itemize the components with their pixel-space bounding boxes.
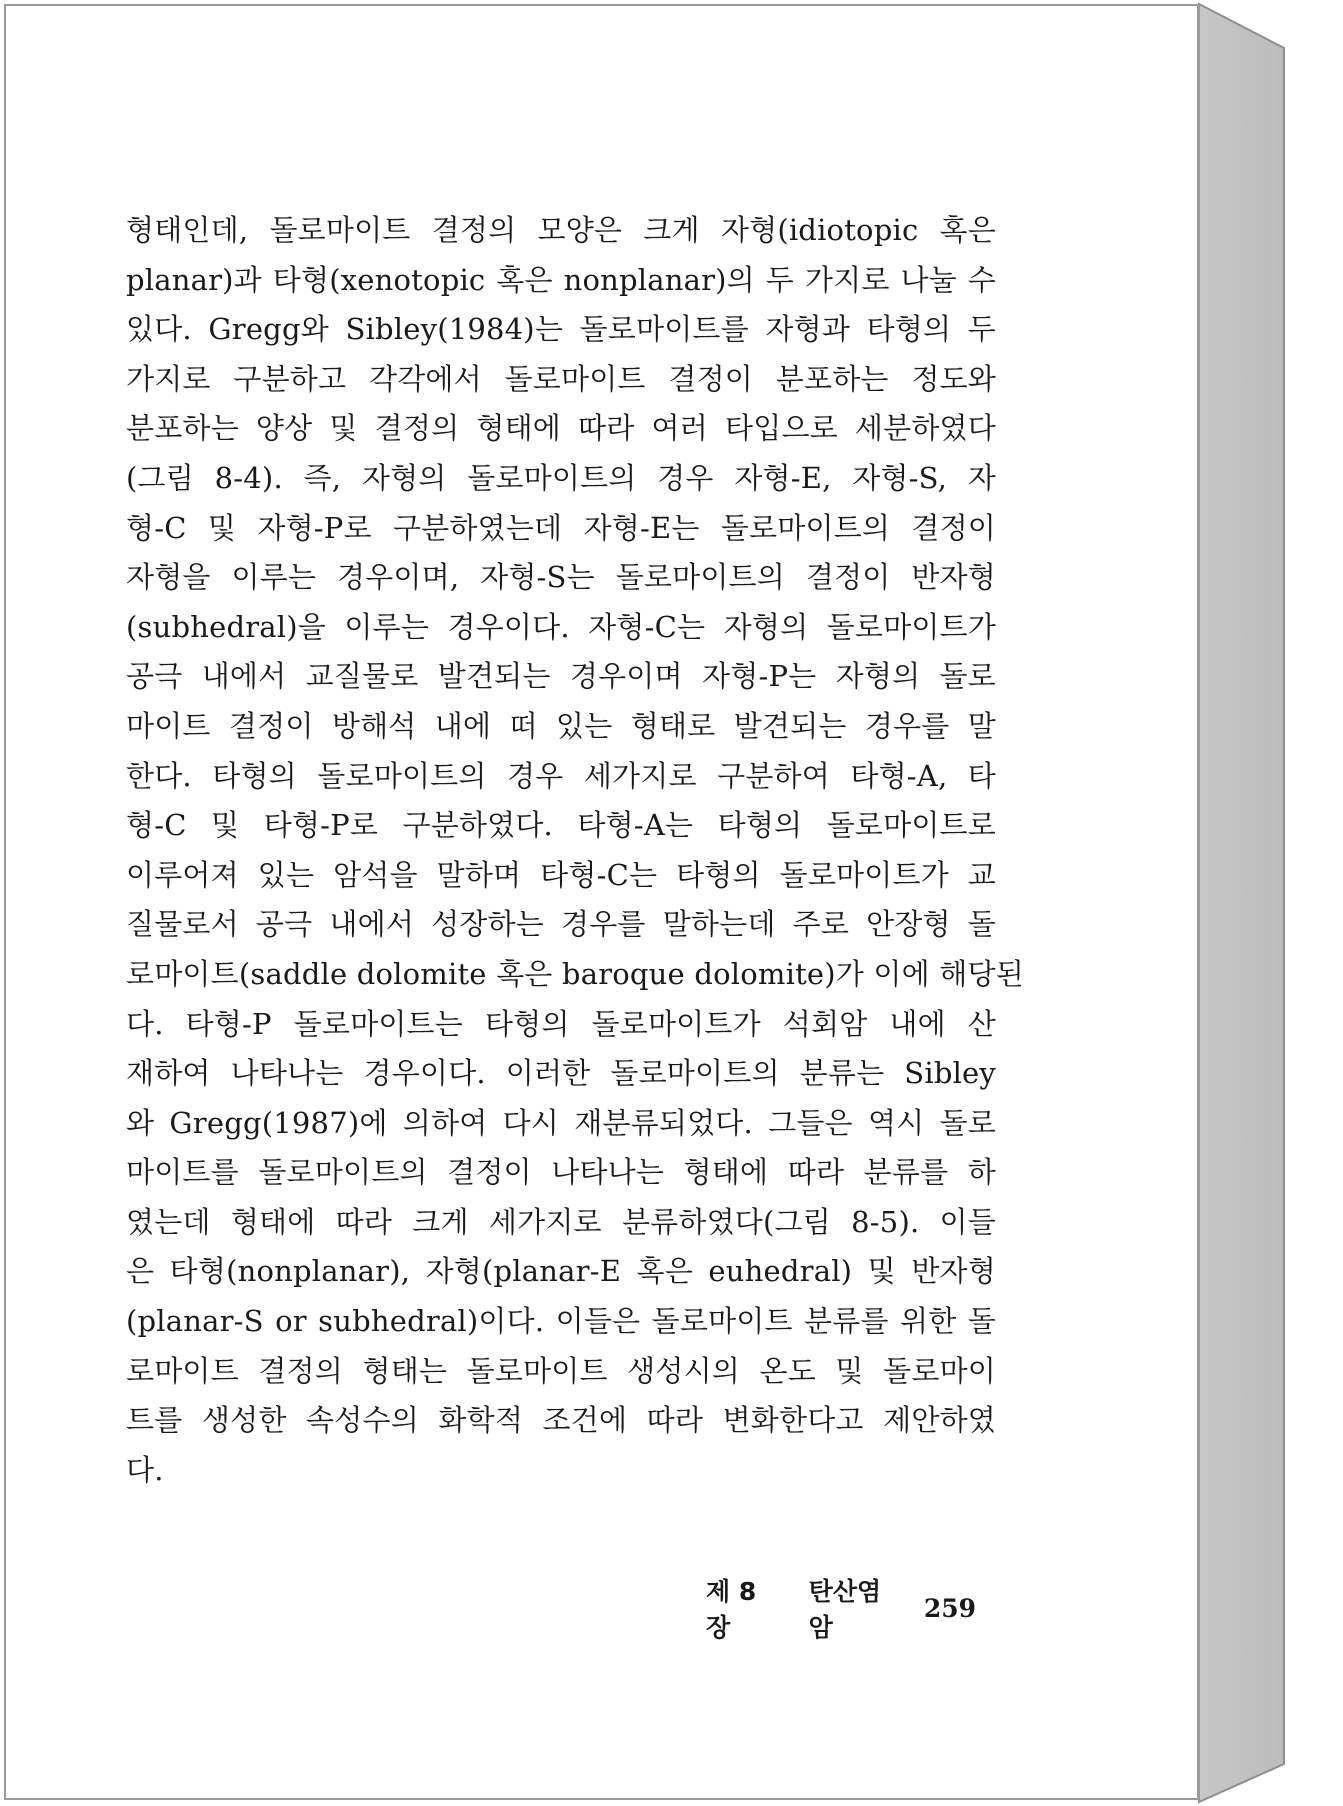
text-line: 로마이트 결정의 형태는 돌로마이트 생성시의 온도 및 돌로마이 (126, 1353, 996, 1388)
text-line: 다. (126, 1452, 164, 1487)
text-line: 트를 생성한 속성수의 화학적 조건에 따라 변화한다고 제안하였 (126, 1403, 996, 1438)
running-footer (706, 1577, 976, 1642)
text-line: 였는데 형태에 따라 크게 세가지로 분류하였다(그림 8-5). 이들 (126, 1204, 996, 1239)
text-line: (그림 8-4). 즉, 자형의 돌로마이트의 경우 자형-E, 자형-S, 자 (126, 460, 996, 495)
text-line: 공극 내에서 교질물로 발견되는 경우이며 자형-P는 자형의 돌로 (126, 659, 996, 694)
chapter-label: 제 8 장 (706, 1577, 757, 1642)
book-page (4, 4, 1199, 1800)
text-line: 자형을 이루는 경우이며, 자형-S는 돌로마이트의 결정이 반자형 (126, 560, 996, 595)
text-line: planar)과 타형(xenotopic 혹은 nonplanar)의 두 가지로 나눌 수 (126, 262, 996, 297)
text-line: 와 Gregg(1987)에 의하여 다시 재분류되었다. 그들은 역시 돌로 (126, 1105, 996, 1140)
text-line: (planar-S or subhedral)이다. 이들은 돌로마이트 분류를 위한 돌 (126, 1304, 996, 1339)
text-line: 마이트를 돌로마이트의 결정이 나타나는 형태에 따라 분류를 하 (126, 1155, 996, 1190)
section-title: 탄산염암 (808, 1577, 882, 1642)
page-number: 259 (923, 1593, 976, 1623)
text-line: 질물로서 공극 내에서 성장하는 경우를 말하는데 주로 안장형 돌 (126, 907, 996, 942)
text-line: 은 타형(nonplanar), 자형(planar-E 혹은 euhedral) 및 반자형 (126, 1254, 996, 1289)
text-line: 다. 타형-P 돌로마이트는 타형의 돌로마이트가 석회암 내에 산 (126, 1006, 996, 1041)
text-line: 이루어져 있는 암석을 말하며 타형-C는 타형의 돌로마이트가 교 (126, 857, 996, 892)
text-line: 마이트 결정이 방해석 내에 떠 있는 형태로 발견되는 경우를 말 (126, 708, 996, 743)
text-line: 있다. Gregg와 Sibley(1984)는 돌로마이트를 자형과 타형의 두 (126, 312, 996, 347)
text-line: 분포하는 양상 및 결정의 형태에 따라 여러 타입으로 세분하였다 (126, 411, 996, 446)
text-line: 재하여 나타나는 경우이다. 이러한 돌로마이트의 분류는 Sibley (126, 1056, 996, 1091)
text-line: (subhedral)을 이루는 경우이다. 자형-C는 자형의 돌로마이트가 (126, 609, 996, 644)
text-line: 형태인데, 돌로마이트 결정의 모양은 크게 자형(idiotopic 혹은 (126, 213, 996, 247)
text-line: 한다. 타형의 돌로마이트의 경우 세가지로 구분하여 타형-A, 타 (126, 758, 996, 793)
body-text (126, 206, 1024, 1495)
text-line: 형-C 및 자형-P로 구분하였는데 자형-E는 돌로마이트의 결정이 (126, 510, 996, 545)
text-line: 로마이트(saddle dolomite 혹은 baroque dolomite)가 이에 해당된 (126, 956, 1024, 991)
text-line: 가지로 구분하고 각각에서 돌로마이트 결정이 분포하는 정도와 (126, 361, 996, 396)
text-line: 형-C 및 타형-P로 구분하였다. 타형-A는 타형의 돌로마이트로 (126, 808, 996, 843)
